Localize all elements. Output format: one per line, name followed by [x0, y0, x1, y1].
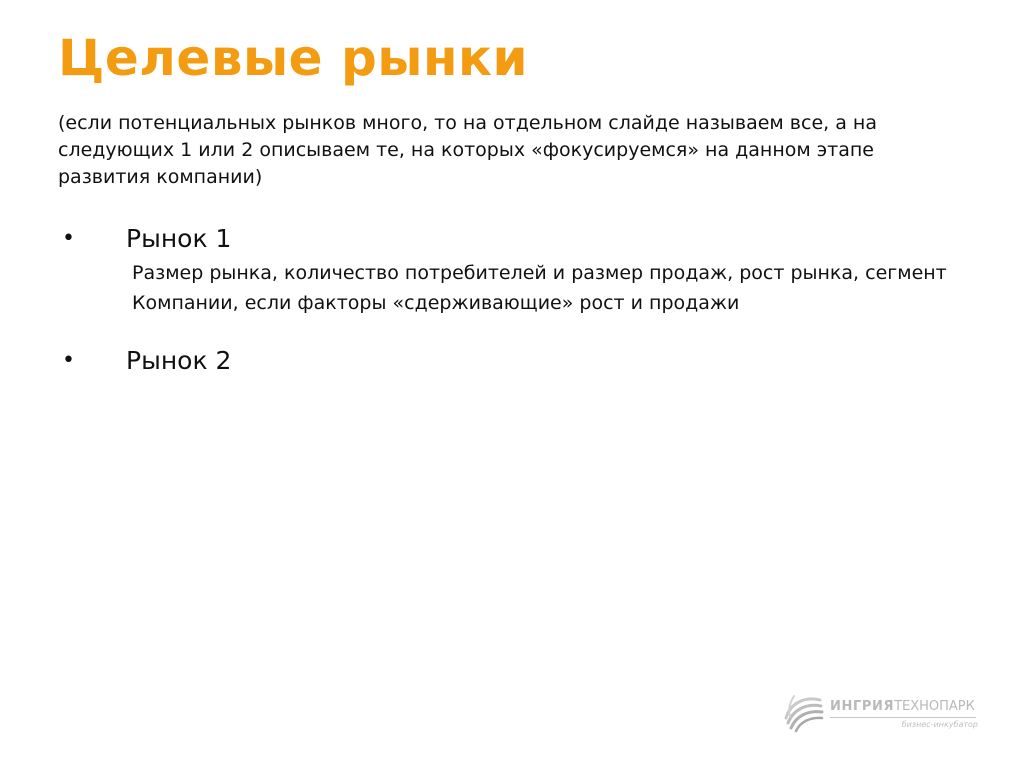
- ingria-swirl-logo-icon: [780, 688, 826, 734]
- bullet-list: [58, 222, 998, 378]
- bullet-description: Размер рынка, количество потребителей и размер продаж, рост рынка, сегмент Компании, если факторы «сдерживающие» рост и продажи: [132, 262, 947, 314]
- logo-divider: [830, 717, 976, 718]
- slide-title: Целевые рынки: [58, 29, 529, 87]
- logo-name-regular: ТЕХНОПАРК: [894, 699, 975, 714]
- logo-name-bold: ИНГРИЯ: [830, 699, 895, 714]
- logo-name: [830, 699, 975, 714]
- bullet-item-market-2: [58, 344, 998, 378]
- bullet-marker: •: [62, 348, 75, 373]
- ingria-technopark-logo: [780, 688, 980, 738]
- logo-tagline: бизнес-инкубатор: [901, 720, 978, 729]
- slide-subtitle: (если потенциальных рынков много, то на отдельном слайде называем все, а на следующих 1 или 2 описываем те, на которых «фокусируемся» на данном этапе развития компании): [58, 112, 877, 188]
- bullet-marker: •: [62, 226, 75, 251]
- bullet-item-market-1: [58, 222, 998, 318]
- bullet-label: Рынок 2: [126, 346, 232, 375]
- bullet-label: Рынок 1: [126, 224, 232, 253]
